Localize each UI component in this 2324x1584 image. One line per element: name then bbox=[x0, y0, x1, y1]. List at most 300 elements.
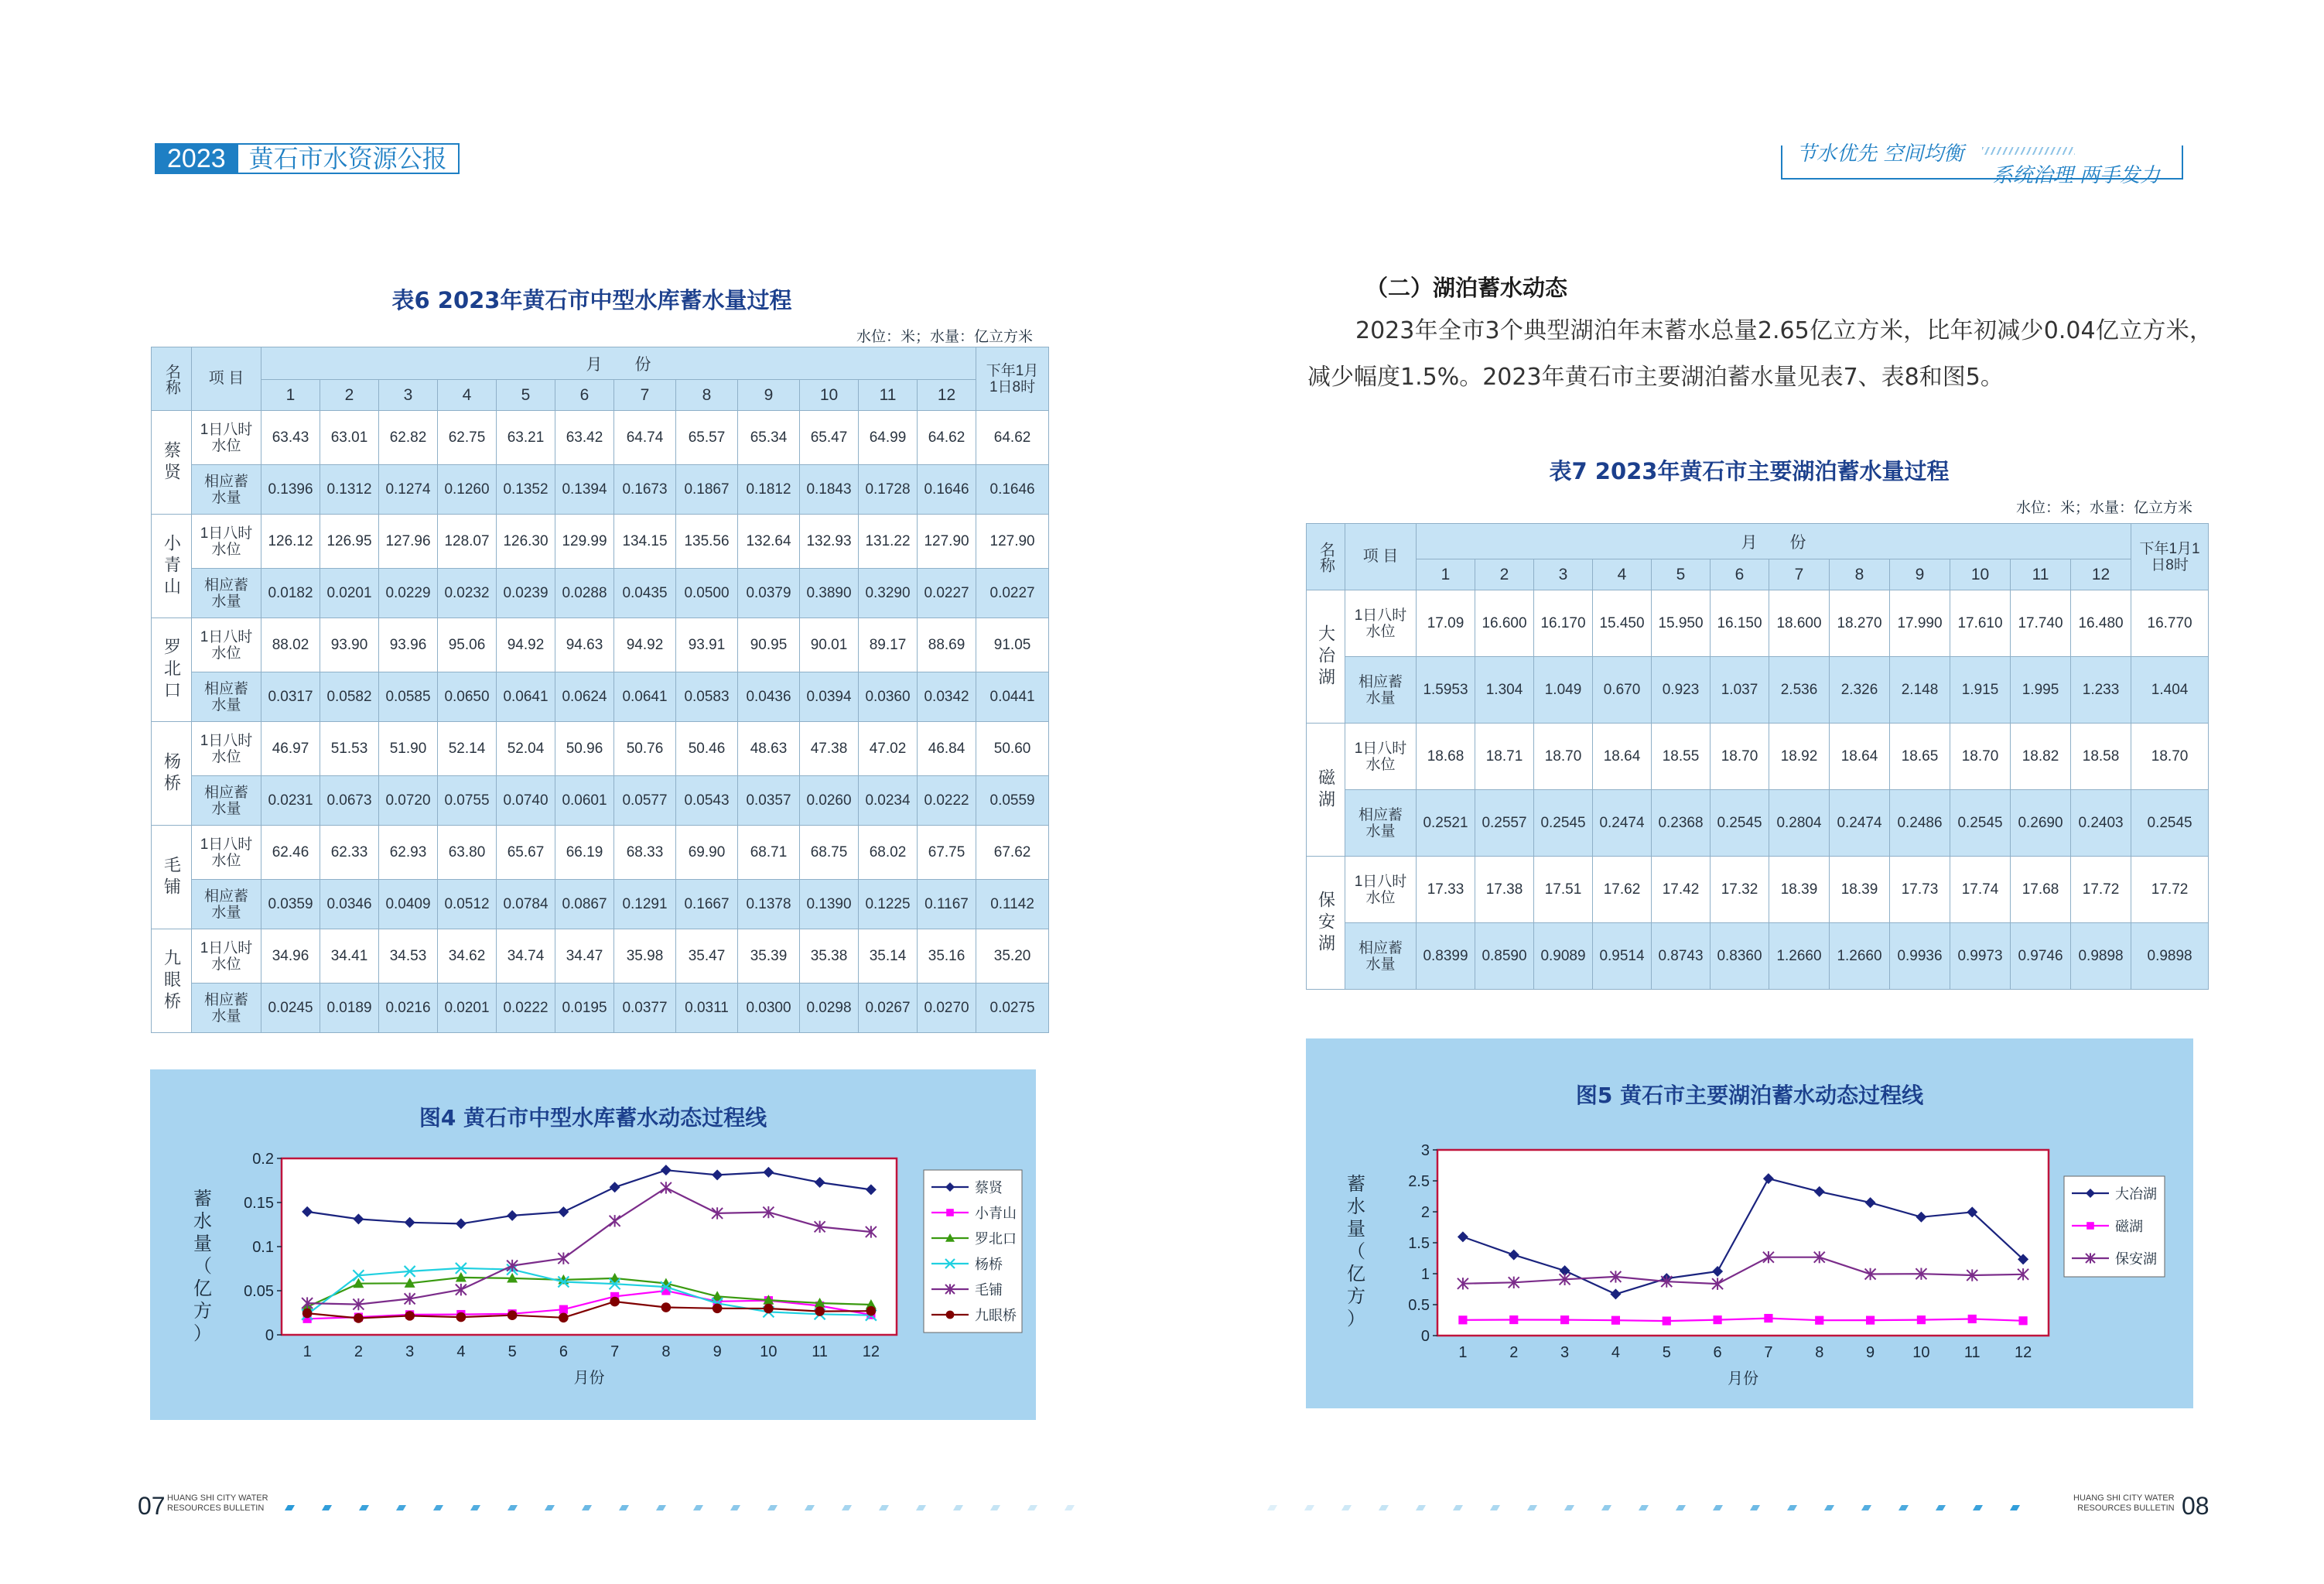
row-label-storage: 相应蓄水量 bbox=[192, 984, 261, 1033]
storage-cell: 0.0720 bbox=[379, 776, 438, 826]
y-axis-label-char: （ bbox=[1347, 1240, 1365, 1262]
level-cell: 63.80 bbox=[438, 826, 497, 880]
level-cell: 89.17 bbox=[859, 618, 918, 672]
point bbox=[2086, 1222, 2094, 1230]
y-axis-label-char: 水 bbox=[193, 1210, 212, 1232]
header-slogan-2: 系统治理 两手发力 bbox=[1992, 164, 2160, 187]
level-cell: 18.600 bbox=[1769, 590, 1830, 657]
table-row bbox=[1307, 724, 2209, 790]
table-row bbox=[1307, 657, 2209, 724]
group-name: 杨桥 bbox=[152, 722, 192, 826]
level-cell: 35.16 bbox=[918, 929, 976, 984]
level-cell: 18.82 bbox=[2011, 724, 2071, 790]
level-cell: 17.68 bbox=[2011, 857, 2071, 923]
level-cell: 95.06 bbox=[438, 618, 497, 672]
chart-title: 图4 黄石市中型水库蓄水动态过程线 bbox=[419, 1105, 767, 1131]
storage-cell: 2.148 bbox=[1890, 657, 1950, 724]
level-cell: 17.62 bbox=[1593, 857, 1652, 923]
x-tick-label: 12 bbox=[862, 1343, 880, 1360]
y-tick-label: 0.1 bbox=[252, 1239, 274, 1256]
storage-cell: 0.1728 bbox=[859, 465, 918, 515]
chart5 bbox=[1306, 1038, 2193, 1408]
month-col-8: 8 bbox=[1830, 559, 1890, 590]
y-axis-label-char: 水 bbox=[1347, 1196, 1365, 1217]
table-row bbox=[152, 515, 1049, 569]
level-cell: 93.90 bbox=[320, 618, 379, 672]
table-row bbox=[152, 722, 1049, 776]
level-cell: 67.62 bbox=[976, 826, 1049, 880]
storage-cell: 1.304 bbox=[1475, 657, 1534, 724]
storage-cell: 0.0275 bbox=[976, 984, 1049, 1033]
storage-cell: 2.536 bbox=[1769, 657, 1830, 724]
storage-cell: 0.0583 bbox=[676, 672, 738, 722]
storage-cell: 0.0201 bbox=[438, 984, 497, 1033]
x-tick-label: 3 bbox=[1560, 1344, 1570, 1361]
footer-dot bbox=[619, 1505, 629, 1510]
level-cell: 134.15 bbox=[614, 515, 676, 569]
month-col-6: 6 bbox=[1711, 559, 1769, 590]
level-cell: 18.39 bbox=[1769, 857, 1830, 923]
table7 bbox=[1306, 523, 2209, 990]
section-paragraph: 2023年全市3个典型湖泊年末蓄水总量2.65亿立方米，比年初减少0.04亿立方米，减少幅度1.5%。2023年黄石市主要湖泊蓄水量见表7、表8和图5。 bbox=[1307, 317, 2213, 391]
storage-cell: 1.5953 bbox=[1417, 657, 1475, 724]
level-cell: 94.92 bbox=[497, 618, 555, 672]
x-tick-label: 2 bbox=[354, 1343, 363, 1360]
level-cell: 18.71 bbox=[1475, 724, 1534, 790]
chart4-panel bbox=[150, 1069, 1036, 1420]
row-label-storage: 相应蓄水量 bbox=[1345, 657, 1417, 724]
group-name: 毛铺 bbox=[152, 826, 192, 929]
table-row bbox=[1307, 590, 2209, 657]
level-cell: 17.740 bbox=[2011, 590, 2071, 657]
storage-cell: 0.0189 bbox=[320, 984, 379, 1033]
x-tick-label: 6 bbox=[559, 1343, 568, 1360]
level-cell: 132.64 bbox=[738, 515, 800, 569]
storage-cell: 0.0311 bbox=[676, 984, 738, 1033]
plot-area bbox=[1437, 1150, 2049, 1336]
level-cell: 135.56 bbox=[676, 515, 738, 569]
header-year: 2023 bbox=[155, 143, 238, 174]
level-cell: 18.58 bbox=[2071, 724, 2131, 790]
x-tick-label: 5 bbox=[508, 1343, 517, 1360]
storage-cell: 0.0357 bbox=[738, 776, 800, 826]
x-tick-label: 11 bbox=[812, 1343, 829, 1360]
level-cell: 65.47 bbox=[800, 411, 859, 465]
storage-cell: 1.404 bbox=[2131, 657, 2209, 724]
footer-dot bbox=[1341, 1505, 1352, 1510]
level-cell: 93.96 bbox=[379, 618, 438, 672]
footer-dot bbox=[1824, 1505, 1834, 1510]
level-cell: 129.99 bbox=[555, 515, 614, 569]
point bbox=[1764, 1314, 1772, 1322]
storage-cell: 0.2545 bbox=[1950, 790, 2011, 857]
level-cell: 18.270 bbox=[1830, 590, 1890, 657]
legend-label: 磁湖 bbox=[2115, 1219, 2143, 1235]
storage-cell: 0.0232 bbox=[438, 569, 497, 618]
group-name: 保安湖 bbox=[1307, 857, 1345, 990]
storage-cell: 1.037 bbox=[1711, 657, 1769, 724]
level-cell: 126.95 bbox=[320, 515, 379, 569]
level-cell: 62.33 bbox=[320, 826, 379, 880]
storage-cell: 0.0267 bbox=[859, 984, 918, 1033]
level-cell: 17.610 bbox=[1950, 590, 2011, 657]
level-cell: 18.70 bbox=[2131, 724, 2209, 790]
storage-cell: 0.0784 bbox=[497, 880, 555, 929]
y-tick-label: 3 bbox=[1420, 1142, 1430, 1159]
y-axis-label-char: ） bbox=[193, 1322, 212, 1344]
table-row bbox=[1307, 857, 2209, 923]
level-cell: 34.47 bbox=[555, 929, 614, 984]
legend-label: 保安湖 bbox=[2115, 1251, 2157, 1268]
level-cell: 90.01 bbox=[800, 618, 859, 672]
point bbox=[456, 1312, 467, 1322]
table-row bbox=[152, 776, 1049, 826]
storage-cell: 0.9936 bbox=[1890, 923, 1950, 990]
storage-cell: 0.0360 bbox=[859, 672, 918, 722]
footer-dot bbox=[1601, 1505, 1611, 1510]
level-cell: 34.74 bbox=[497, 929, 555, 984]
level-cell: 63.43 bbox=[261, 411, 320, 465]
month-col-12: 12 bbox=[2071, 559, 2131, 590]
head-month: 月 份 bbox=[261, 347, 976, 380]
level-cell: 62.82 bbox=[379, 411, 438, 465]
month-col-6: 6 bbox=[555, 380, 614, 411]
level-cell: 35.39 bbox=[738, 929, 800, 984]
x-tick-label: 1 bbox=[1458, 1344, 1468, 1361]
storage-cell: 0.2545 bbox=[1534, 790, 1593, 857]
point bbox=[946, 1311, 955, 1319]
y-tick-label: 0 bbox=[1420, 1328, 1430, 1345]
point bbox=[1611, 1316, 1620, 1325]
level-cell: 64.62 bbox=[976, 411, 1049, 465]
point bbox=[2018, 1316, 2027, 1325]
x-tick-label: 7 bbox=[610, 1343, 620, 1360]
storage-cell: 0.1673 bbox=[614, 465, 676, 515]
month-col-1: 1 bbox=[261, 380, 320, 411]
month-col-2: 2 bbox=[1475, 559, 1534, 590]
level-cell: 64.62 bbox=[918, 411, 976, 465]
level-cell: 16.600 bbox=[1475, 590, 1534, 657]
page-number-right: 08 bbox=[2182, 1492, 2210, 1520]
level-cell: 62.93 bbox=[379, 826, 438, 880]
y-tick-label: 1.5 bbox=[1408, 1235, 1430, 1252]
footer-dot bbox=[1899, 1505, 1909, 1510]
storage-cell: 0.2474 bbox=[1830, 790, 1890, 857]
month-col-4: 4 bbox=[438, 380, 497, 411]
header-left bbox=[155, 143, 460, 174]
x-axis-label: 月份 bbox=[573, 1368, 605, 1387]
footer-dot bbox=[359, 1505, 369, 1510]
point bbox=[610, 1297, 620, 1307]
level-cell: 68.33 bbox=[614, 826, 676, 880]
level-cell: 34.62 bbox=[438, 929, 497, 984]
storage-cell: 0.0582 bbox=[320, 672, 379, 722]
footer-dot bbox=[693, 1505, 703, 1510]
level-cell: 35.98 bbox=[614, 929, 676, 984]
footer-dot bbox=[1527, 1505, 1537, 1510]
storage-cell: 0.0409 bbox=[379, 880, 438, 929]
row-label-storage: 相应蓄水量 bbox=[192, 465, 261, 515]
level-cell: 68.75 bbox=[800, 826, 859, 880]
storage-cell: 0.0441 bbox=[976, 672, 1049, 722]
head-end: 下年1月1日8时 bbox=[976, 347, 1049, 411]
footer-dot bbox=[470, 1505, 480, 1510]
row-label-storage: 相应蓄水量 bbox=[192, 776, 261, 826]
table-row bbox=[152, 929, 1049, 984]
footer-dot bbox=[953, 1505, 963, 1510]
level-cell: 127.90 bbox=[976, 515, 1049, 569]
footer-dot bbox=[1453, 1505, 1463, 1510]
level-cell: 48.63 bbox=[738, 722, 800, 776]
level-cell: 94.92 bbox=[614, 618, 676, 672]
level-cell: 18.68 bbox=[1417, 724, 1475, 790]
level-cell: 91.05 bbox=[976, 618, 1049, 672]
point bbox=[405, 1311, 415, 1321]
point bbox=[713, 1304, 723, 1314]
storage-cell: 0.3890 bbox=[800, 569, 859, 618]
storage-cell: 1.233 bbox=[2071, 657, 2131, 724]
storage-cell: 0.2690 bbox=[2011, 790, 2071, 857]
level-cell: 69.90 bbox=[676, 826, 738, 880]
storage-cell: 0.0641 bbox=[614, 672, 676, 722]
point bbox=[815, 1306, 825, 1316]
row-label-level: 1日八时水位 bbox=[192, 826, 261, 880]
storage-cell: 0.1142 bbox=[976, 880, 1049, 929]
storage-cell: 0.1812 bbox=[738, 465, 800, 515]
y-axis-label-char: 量 bbox=[193, 1233, 212, 1254]
level-cell: 68.02 bbox=[859, 826, 918, 880]
row-label-level: 1日八时水位 bbox=[192, 929, 261, 984]
storage-cell: 0.1274 bbox=[379, 465, 438, 515]
y-tick-label: 0.5 bbox=[1408, 1297, 1430, 1314]
point bbox=[1917, 1315, 1926, 1324]
month-col-11: 11 bbox=[859, 380, 918, 411]
level-cell: 18.70 bbox=[1534, 724, 1593, 790]
x-tick-label: 11 bbox=[1963, 1344, 1981, 1361]
storage-cell: 0.9898 bbox=[2071, 923, 2131, 990]
storage-cell: 0.9746 bbox=[2011, 923, 2071, 990]
x-tick-label: 10 bbox=[760, 1343, 778, 1360]
storage-cell: 0.0512 bbox=[438, 880, 497, 929]
level-cell: 16.170 bbox=[1534, 590, 1593, 657]
point bbox=[1866, 1316, 1875, 1325]
point bbox=[1509, 1315, 1518, 1324]
storage-cell: 0.2521 bbox=[1417, 790, 1475, 857]
table-row bbox=[152, 618, 1049, 672]
storage-cell: 0.0436 bbox=[738, 672, 800, 722]
storage-cell: 0.9898 bbox=[2131, 923, 2209, 990]
legend-label: 杨桥 bbox=[975, 1257, 1003, 1273]
storage-cell: 0.9514 bbox=[1593, 923, 1652, 990]
footer-dot bbox=[582, 1505, 592, 1510]
level-cell: 18.70 bbox=[1950, 724, 2011, 790]
footer-dot bbox=[842, 1505, 852, 1510]
storage-cell: 0.0543 bbox=[676, 776, 738, 826]
storage-cell: 0.923 bbox=[1652, 657, 1711, 724]
y-axis-label-char: 亿 bbox=[193, 1278, 212, 1299]
footer-dot bbox=[1750, 1505, 1760, 1510]
storage-cell: 0.0201 bbox=[320, 569, 379, 618]
level-cell: 62.75 bbox=[438, 411, 497, 465]
y-axis-label-char: 方 bbox=[1347, 1285, 1365, 1307]
group-name: 小青山 bbox=[152, 515, 192, 618]
legend-label: 九眼桥 bbox=[975, 1308, 1017, 1324]
table7-caption: 表7 2023年黄石市主要湖泊蓄水量过程 bbox=[1549, 458, 1950, 484]
storage-cell: 0.1667 bbox=[676, 880, 738, 929]
table-row bbox=[1307, 923, 2209, 990]
month-col-3: 3 bbox=[1534, 559, 1593, 590]
footer-dot bbox=[2010, 1505, 2020, 1510]
level-cell: 34.96 bbox=[261, 929, 320, 984]
y-tick-label: 0.05 bbox=[244, 1283, 274, 1300]
storage-cell: 0.2557 bbox=[1475, 790, 1534, 857]
section-title: （二）湖泊蓄水动态 bbox=[1365, 275, 1568, 301]
legend-label: 罗北口 bbox=[975, 1231, 1017, 1247]
footer-dot bbox=[1416, 1505, 1426, 1510]
row-label-level: 1日八时水位 bbox=[192, 618, 261, 672]
storage-cell: 0.0227 bbox=[976, 569, 1049, 618]
storage-cell: 0.8399 bbox=[1417, 923, 1475, 990]
y-tick-label: 2.5 bbox=[1408, 1173, 1430, 1190]
storage-cell: 0.0229 bbox=[379, 569, 438, 618]
footer-dot bbox=[1787, 1505, 1797, 1510]
storage-cell: 0.1378 bbox=[738, 880, 800, 929]
level-cell: 127.96 bbox=[379, 515, 438, 569]
storage-cell: 0.0298 bbox=[800, 984, 859, 1033]
header-title: 黄石市水资源公报 bbox=[238, 143, 460, 174]
x-tick-label: 1 bbox=[302, 1343, 312, 1360]
level-cell: 63.21 bbox=[497, 411, 555, 465]
footer-dot bbox=[1304, 1505, 1314, 1510]
storage-cell: 0.0270 bbox=[918, 984, 976, 1033]
month-col-3: 3 bbox=[379, 380, 438, 411]
chart-title: 图5 黄石市主要湖泊蓄水动态过程线 bbox=[1575, 1083, 1924, 1108]
footer-dot bbox=[1027, 1505, 1037, 1510]
level-cell: 46.97 bbox=[261, 722, 320, 776]
storage-cell: 0.0559 bbox=[976, 776, 1049, 826]
level-cell: 52.14 bbox=[438, 722, 497, 776]
footer-left-en-2: RESOURCES BULLETIN bbox=[167, 1504, 265, 1513]
point bbox=[1458, 1315, 1467, 1324]
storage-cell: 0.0245 bbox=[261, 984, 320, 1033]
month-col-2: 2 bbox=[320, 380, 379, 411]
footer-dot bbox=[1973, 1505, 1983, 1510]
storage-cell: 0.670 bbox=[1593, 657, 1652, 724]
level-cell: 63.01 bbox=[320, 411, 379, 465]
x-tick-label: 7 bbox=[1764, 1344, 1773, 1361]
x-tick-label: 9 bbox=[1866, 1344, 1875, 1361]
storage-cell: 0.8590 bbox=[1475, 923, 1534, 990]
row-label-level: 1日八时水位 bbox=[1345, 857, 1417, 923]
month-col-9: 9 bbox=[738, 380, 800, 411]
point bbox=[354, 1313, 364, 1323]
point bbox=[946, 1209, 954, 1216]
storage-cell: 0.0435 bbox=[614, 569, 676, 618]
storage-cell: 0.0222 bbox=[497, 984, 555, 1033]
level-cell: 65.67 bbox=[497, 826, 555, 880]
level-cell: 34.53 bbox=[379, 929, 438, 984]
table7-unit: 水位：米；水量：亿立方米 bbox=[2015, 499, 2192, 516]
level-cell: 52.04 bbox=[497, 722, 555, 776]
level-cell: 47.02 bbox=[859, 722, 918, 776]
level-cell: 88.02 bbox=[261, 618, 320, 672]
storage-cell: 0.0359 bbox=[261, 880, 320, 929]
header-hatch bbox=[1982, 147, 2075, 155]
month-col-7: 7 bbox=[1769, 559, 1830, 590]
storage-cell: 0.0222 bbox=[918, 776, 976, 826]
storage-cell: 0.0288 bbox=[555, 569, 614, 618]
footer-dot bbox=[656, 1505, 666, 1510]
row-label-storage: 相应蓄水量 bbox=[192, 880, 261, 929]
row-label-level: 1日八时水位 bbox=[1345, 590, 1417, 657]
storage-cell: 0.1312 bbox=[320, 465, 379, 515]
storage-cell: 0.0500 bbox=[676, 569, 738, 618]
level-cell: 34.41 bbox=[320, 929, 379, 984]
storage-cell: 0.0585 bbox=[379, 672, 438, 722]
table-row bbox=[152, 672, 1049, 722]
storage-cell: 0.3290 bbox=[859, 569, 918, 618]
month-col-1: 1 bbox=[1417, 559, 1475, 590]
storage-cell: 0.0377 bbox=[614, 984, 676, 1033]
level-cell: 17.73 bbox=[1890, 857, 1950, 923]
head-item: 项 目 bbox=[192, 347, 261, 411]
level-cell: 18.64 bbox=[1830, 724, 1890, 790]
footer-dot bbox=[545, 1505, 555, 1510]
storage-cell: 0.0346 bbox=[320, 880, 379, 929]
footer-dot bbox=[767, 1505, 778, 1510]
level-cell: 18.64 bbox=[1593, 724, 1652, 790]
level-cell: 18.65 bbox=[1890, 724, 1950, 790]
plot-area bbox=[282, 1158, 897, 1335]
row-label-level: 1日八时水位 bbox=[192, 722, 261, 776]
y-axis-label-char: 蓄 bbox=[193, 1188, 212, 1209]
footer-left-dots bbox=[286, 1505, 1091, 1513]
level-cell: 35.14 bbox=[859, 929, 918, 984]
level-cell: 16.770 bbox=[2131, 590, 2209, 657]
storage-cell: 0.0195 bbox=[555, 984, 614, 1033]
footer-dot bbox=[322, 1505, 332, 1510]
storage-cell: 0.1867 bbox=[676, 465, 738, 515]
footer-right-dots bbox=[1269, 1505, 2050, 1513]
point bbox=[1560, 1315, 1569, 1324]
level-cell: 50.96 bbox=[555, 722, 614, 776]
x-tick-label: 9 bbox=[713, 1343, 722, 1360]
table-row bbox=[152, 411, 1049, 465]
level-cell: 93.91 bbox=[676, 618, 738, 672]
level-cell: 35.20 bbox=[976, 929, 1049, 984]
footer-dot bbox=[730, 1505, 740, 1510]
storage-cell: 0.0624 bbox=[555, 672, 614, 722]
group-name: 磁湖 bbox=[1307, 724, 1345, 857]
chart5-panel bbox=[1306, 1038, 2193, 1408]
storage-cell: 0.0755 bbox=[438, 776, 497, 826]
level-cell: 15.950 bbox=[1652, 590, 1711, 657]
head-name: 名称 bbox=[1307, 524, 1345, 590]
footer-dot bbox=[285, 1505, 295, 1510]
storage-cell: 0.9089 bbox=[1534, 923, 1593, 990]
table-row bbox=[152, 465, 1049, 515]
table6 bbox=[151, 347, 1049, 1033]
y-tick-label: 0.15 bbox=[244, 1195, 274, 1212]
storage-cell: 0.1352 bbox=[497, 465, 555, 515]
table-row bbox=[152, 826, 1049, 880]
storage-cell: 0.0300 bbox=[738, 984, 800, 1033]
level-cell: 65.57 bbox=[676, 411, 738, 465]
y-axis-label-char: 蓄 bbox=[1347, 1173, 1365, 1195]
level-cell: 46.84 bbox=[918, 722, 976, 776]
level-cell: 131.22 bbox=[859, 515, 918, 569]
table-row bbox=[152, 569, 1049, 618]
